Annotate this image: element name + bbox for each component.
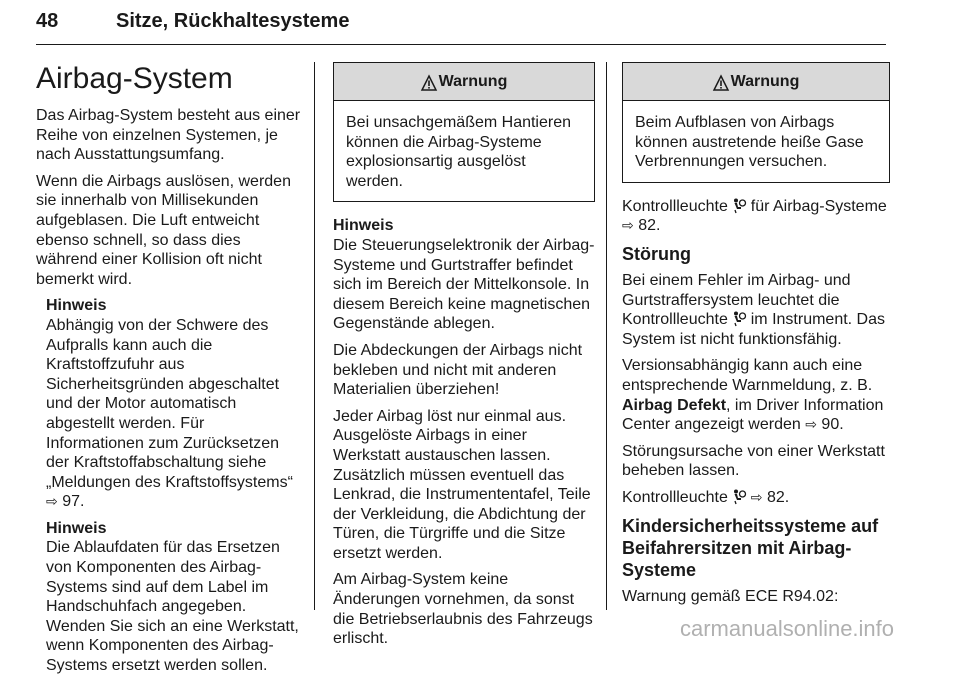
paragraph: Warnung gemäß ECE R94.02: [622,587,839,605]
warning-title: Warnung [438,72,508,90]
paragraph: Die Abdeckungen der Airbags nicht bekleben und nicht mit anderen Materialien überziehen! [333,341,583,399]
paragraph [622,197,890,236]
column-1 [36,62,304,683]
warning-title: Warnung [730,72,800,90]
subsection-title: Störung [622,243,691,264]
paragraph [622,356,890,434]
note-block [46,296,304,512]
warning-triangle-icon [421,75,437,91]
warning-box [622,62,890,183]
airbag-warning-icon [732,198,746,213]
note-text: Die Steuerungselektronik der Airbag-Systeme und Gurtstraffer befindet sich im Bereich der Mittelkonsole. In diesem Bereich keine magnetischen Gegenstände ablegen. [333,236,595,333]
paragraph: Störungsursache von einer Werkstatt beheben lassen. [622,442,885,480]
text-run: Kontrollleuchte [622,488,728,506]
page-reference[interactable]: 97. [62,493,85,511]
watermark: carmanualsonline.info [680,616,895,641]
text-run: Bei einem Fehler im Airbag- und Gurtstraffersystem leuchtet die Kontrollleuchte [622,271,851,329]
subsection-title: Kindersicherheitssysteme auf Beifahrersitzen mit Airbag-Systeme [622,515,879,580]
paragraph: Am Airbag-System keine Änderungen vornehmen, da sonst die Betriebserlaubnis des Fahrzeugs erlischt. [333,571,593,648]
note-heading: Hinweis [46,519,107,537]
page-number: 48 [36,10,59,32]
text-run: im Instrument. Das System ist nicht funktionsfähig. [622,311,886,348]
warning-text: Beim Aufblasen von Airbags können austretende heiße Gase Verbrennungen versuchen. [635,114,864,171]
note-text: Die Ablaufdaten für das Ersetzen von Komponenten des Airbag-Systems sind auf dem Label im Handschuhfach angegeben. Wenden Sie sich an eine Werkstatt, wenn Komponenten des Airbag-Systems ersetzt werden sollen. [46,539,299,675]
column-3 [622,62,890,613]
text-run: für Airbag-Systeme [750,197,887,215]
paragraph [622,488,890,508]
paragraph: Das Airbag-System besteht aus einer Reihe von einzelnen Systemen, je nach Ausstattungsumfang. [36,107,301,164]
note-text: Abhängig von der Schwere des Aufpralls kann auch die Kraftstoffzufuhr aus Sicherheitsgründen abgeschaltet und der Motor automatisch abgestellt werden. Für Informationen zum Zurücksetzen der Kraftstoffabschaltung siehe „Meldungen des Kraftstoffsystems“ [46,316,293,491]
note-heading: Hinweis [333,217,394,235]
text-run: Versionsabhängig kann auch eine entsprechende Warnmeldung, z. B. [622,357,873,394]
paragraph: Wenn die Airbags auslösen, werden sie innerhalb von Millisekunden aufgeblasen. Die Luft entweicht ebenso schnell, so dass dies während einer Kollision oft nicht bemerkt wird. [36,172,291,288]
page-reference-icon: ⇨ [805,416,817,433]
warning-header [334,63,594,101]
airbag-warning-icon [732,311,746,326]
text-run: Kontrollleuchte [622,197,728,215]
chapter-title: Sitze, Rückhaltesysteme [116,10,350,32]
page-reference[interactable]: 82. [766,488,790,506]
page-reference-icon: ⇨ [622,217,634,234]
column-divider [314,62,315,610]
page-reference[interactable]: 90. [821,416,844,434]
column-divider [606,62,607,610]
warning-text: Bei unsachgemäßem Hantieren können die Airbag-Systeme explosionsartig ausgelöst werden. [346,114,572,190]
page-reference-icon: ⇨ [46,493,58,510]
warning-header [623,63,889,101]
airbag-warning-icon [732,489,746,504]
page-reference[interactable]: 82. [638,217,661,235]
text-run: , im Driver Information Center angezeigt werden [622,396,884,434]
warning-box [333,62,595,202]
message-term: Airbag Defekt [622,396,727,414]
note-block [333,216,595,334]
page-header [36,6,886,46]
header-divider [36,44,886,45]
paragraph [622,271,890,349]
warning-triangle-icon [713,75,729,91]
note-block [46,519,304,676]
note-heading: Hinweis [46,297,107,315]
page-reference-icon: ⇨ [750,488,763,505]
paragraph: Jeder Airbag löst nur einmal aus. Ausgelöste Airbags in einer Werkstatt austauschen lassen. Zusätzlich müssen eventuell das Lenkrad, die Instrumententafel, Teile der Verkleidung, die Abdichtung der Türen, die Türgriffe und die Sitze ersetzt werden. [333,407,591,562]
section-title: Airbag-System [36,62,233,95]
column-2 [333,62,595,656]
